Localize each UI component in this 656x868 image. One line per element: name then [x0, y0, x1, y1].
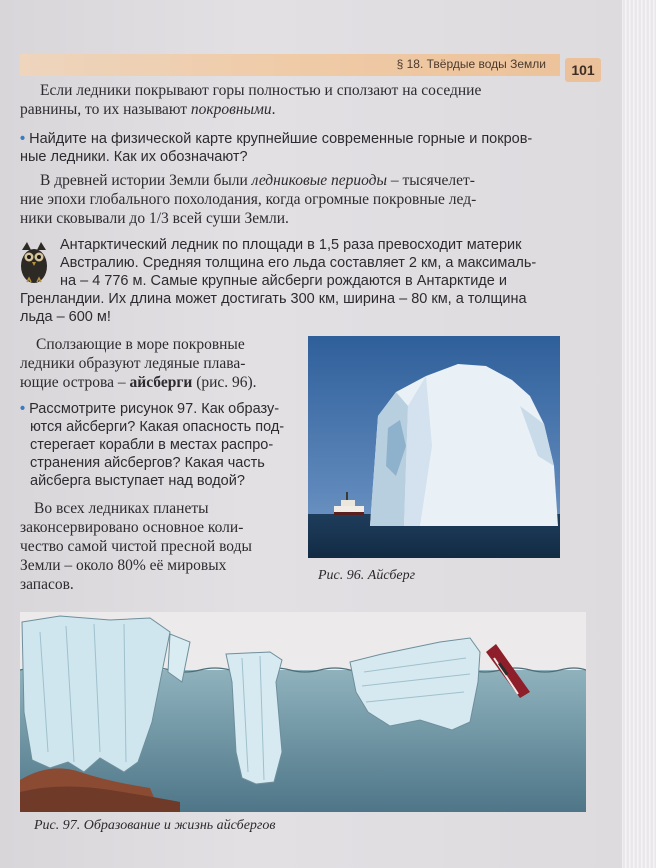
text-span: . [271, 101, 276, 118]
figure-97-caption: Рис. 97. Образование и жизнь айсбергов [34, 818, 276, 833]
paragraph-2-line-1 [40, 172, 475, 190]
paragraph-2-line-2: ние эпохи глобального похолодания, когда огромные покровные лед- [20, 191, 477, 208]
fact-line-4: Гренландии. Их длина может достигать 300 км, ширина – 80 км, а толщина [20, 291, 527, 307]
text-span: Рассмотрите рисунок 97. Как образу- [29, 401, 280, 417]
text-span: В древней истории Земли были [40, 172, 252, 189]
fact-line-3: на – 4 776 м. Самые крупные айсберги рождаются в Антарктиде и [60, 273, 507, 289]
text-span: Найдите на физической карте крупнейшие современные горные и покров- [29, 131, 533, 147]
paragraph-3-line-3 [20, 374, 257, 392]
question-2-line-1 [20, 400, 279, 418]
term-aysbergi: айсберги [129, 374, 193, 391]
owl-icon [18, 240, 50, 284]
paragraph-1-line-1: Если ледники покрывают горы полностью и сползают на соседние [40, 82, 482, 99]
paragraph-4-line-4: Земли – около 80% её мировых [20, 557, 227, 574]
paragraph-4-line-3: чество самой чистой пресной воды [20, 538, 252, 555]
fact-line-5: льда – 600 м! [20, 309, 111, 325]
iceberg-formation-diagram [20, 612, 586, 812]
text-span: – тысячелет- [387, 172, 475, 189]
paragraph-4-line-2: законсервировано основное коли- [20, 519, 244, 536]
paragraph-2-line-3: ники сковывали до 1/3 всей суши Земли. [20, 210, 289, 227]
question-2-line-2: ются айсберги? Какая опасность под- [30, 419, 285, 435]
figure-96-caption: Рис. 96. Айсберг [318, 568, 416, 583]
paragraph-4-line-1: Во всех ледниках планеты [34, 500, 209, 517]
paragraph-1-line-2 [20, 101, 276, 119]
bullet-icon: • [20, 401, 26, 417]
question-2-line-3: стерегает корабли в местах распро- [30, 437, 274, 453]
question-1-line-2: ные ледники. Как их обозначают? [20, 149, 248, 165]
question-2-line-5: айсберга выступает над водой? [30, 473, 245, 489]
question-1-line-1 [20, 130, 532, 148]
fact-line-2: Австралию. Средняя толщина его льда составляет 2 км, а максималь- [60, 255, 537, 271]
text-span: ющие острова – [20, 374, 130, 391]
section-header-band [20, 54, 560, 76]
term-pokrovnye: покровными [190, 101, 272, 118]
question-2-line-4: странения айсбергов? Какая часть [30, 455, 265, 471]
paragraph-4-line-5: запасов. [20, 576, 74, 593]
paragraph-3-line-1: Сползающие в море покровные [36, 336, 245, 353]
text-span: равнины, то их называют [20, 101, 191, 118]
paragraph-3-line-2: ледники образуют ледяные плава- [20, 355, 246, 372]
term-lednikovye-periody: ледниковые периоды [251, 172, 387, 189]
iceberg-photo [308, 336, 560, 558]
page-number: 101 [565, 58, 601, 82]
text-span: (рис. 96). [192, 374, 257, 391]
fact-line-1: Антарктический ледник по площади в 1,5 раза превосходит материк [60, 237, 522, 253]
page-edge-stack [622, 0, 656, 868]
section-title: § 18. Твёрдые воды Земли [396, 57, 546, 71]
bullet-icon: • [20, 131, 26, 147]
